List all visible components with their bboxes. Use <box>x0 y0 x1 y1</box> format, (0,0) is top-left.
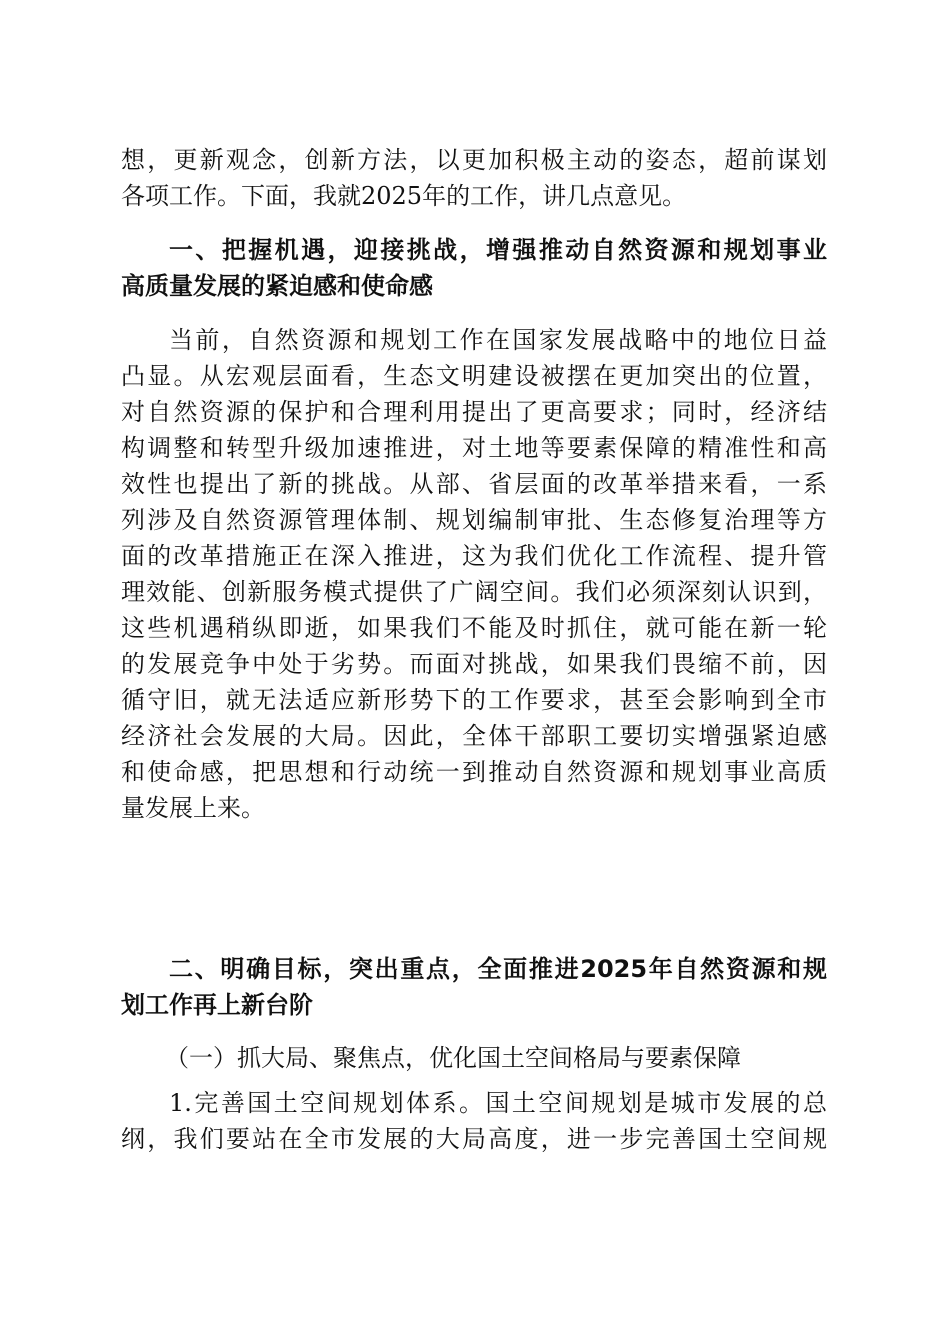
heading-line: 高质量发展的紧迫感和使命感 <box>121 272 433 300</box>
intro-paragraph <box>121 142 827 214</box>
text-line: 和使命感，把思想和行动统一到推动自然资源和规划事业高质 <box>121 758 827 786</box>
text-line: 各项工作。下面，我就2025年的工作，讲几点意见。 <box>121 182 687 210</box>
text-line: 的发展竞争中处于劣势。而面对挑战，如果我们畏缩不前，因 <box>121 650 827 678</box>
text-line: 凸显。从宏观层面看，生态文明建设被摆在更加突出的位置， <box>121 362 827 390</box>
text-line: 循守旧，就无法适应新形势下的工作要求，甚至会影响到全市 <box>121 686 827 714</box>
text-line: 面的改革措施正在深入推进，这为我们优化工作流程、提升管 <box>121 542 827 570</box>
text-line: 想，更新观念，创新方法，以更加积极主动的姿态，超前谋划 <box>121 146 827 174</box>
text-line: 1.完善国土空间规划体系。国土空间规划是城市发展的总 <box>169 1089 827 1117</box>
text-line: 经济社会发展的大局。因此，全体干部职工要切实增强紧迫感 <box>121 722 827 750</box>
heading-line: 划工作再上新台阶 <box>121 991 313 1019</box>
section-heading-1 <box>121 232 827 304</box>
text-line: 列涉及自然资源管理体制、规划编制审批、生态修复治理等方 <box>121 506 827 534</box>
text-line: 当前，自然资源和规划工作在国家发展战略中的地位日益 <box>169 326 827 354</box>
text-line: 纲，我们要站在全市发展的大局高度，进一步完善国土空间规 <box>121 1125 827 1153</box>
heading-line: 一、把握机遇，迎接挑战，增强推动自然资源和规划事业 <box>169 236 827 264</box>
section-heading-2 <box>121 951 827 1023</box>
text-line: 理效能、创新服务模式提供了广阔空间。我们必须深刻认识到， <box>121 578 827 606</box>
section-1-paragraph <box>121 322 827 826</box>
heading-line: 二、明确目标，突出重点，全面推进2025年自然资源和规 <box>169 955 827 983</box>
subsection-1-paragraph <box>121 1085 827 1157</box>
text-line: 对自然资源的保护和合理利用提出了更高要求；同时，经济结 <box>121 398 827 426</box>
subheading-line: （一）抓大局、聚焦点，优化国土空间格局与要素保障 <box>165 1044 741 1072</box>
text-line: 量发展上来。 <box>121 794 265 822</box>
text-line: 这些机遇稍纵即逝，如果我们不能及时抓住，就可能在新一轮 <box>121 614 827 642</box>
text-line: 构调整和转型升级加速推进，对土地等要素保障的精准性和高 <box>121 434 827 462</box>
text-line: 效性也提出了新的挑战。从部、省层面的改革举措来看，一系 <box>121 470 827 498</box>
subsection-heading-1 <box>121 1040 827 1076</box>
